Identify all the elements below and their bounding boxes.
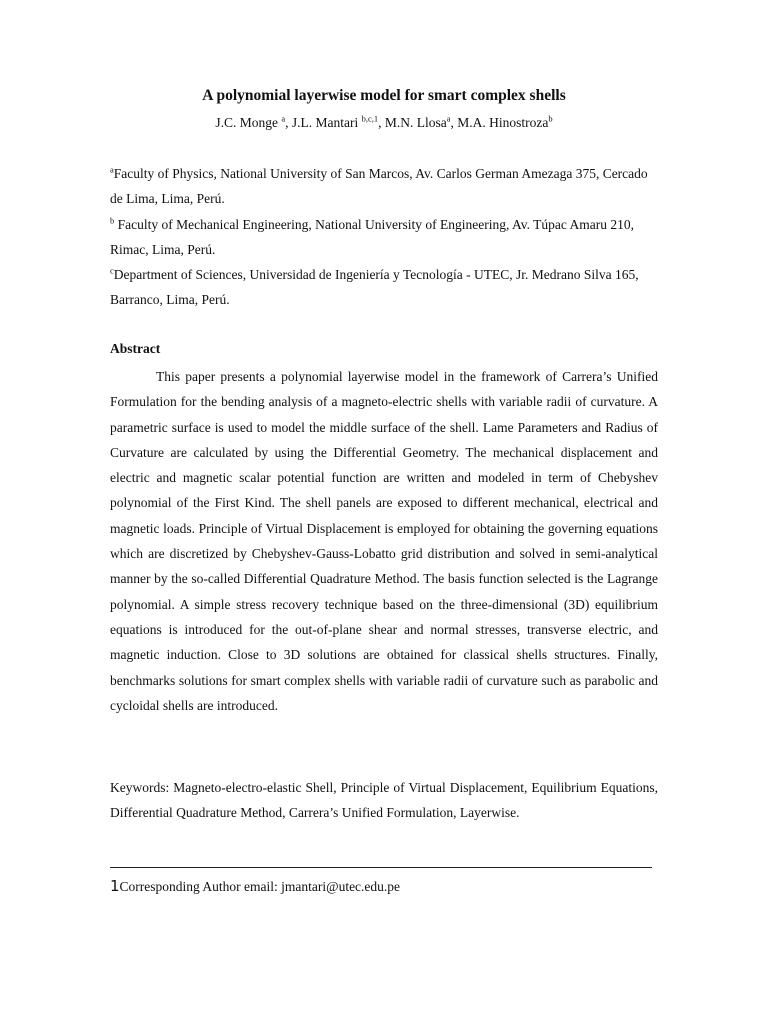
- affiliation-a: [110, 161, 658, 211]
- footnote: [110, 877, 400, 895]
- author-separator: ,: [285, 115, 292, 130]
- affiliation-text: Department of Sciences, Universidad de Ingeniería y Tecnología - UTEC, Jr. Medrano Silva 165, Barranco, Lima, Perú.: [110, 267, 639, 307]
- author-affiliation-mark: a: [446, 113, 451, 124]
- footnote-mark: 1: [110, 877, 120, 895]
- affiliation-mark: a: [110, 164, 114, 175]
- author-separator: ,: [378, 115, 385, 130]
- abstract-body: This paper presents a polynomial layerwise model in the framework of Carrera’s Unified Formulation for the bending analysis of a magneto-electric shells with variable radii of curvature. A parametric surface is used to model the middle surface of the shell. Lame Parameters and Radius of Curvature are calculated by using the Differential Geometry. The mechanical displacement and electric and magnetic scalar potential function are written and modeled in term of Chebyshev polynomial of the First Kind. The shell panels are exposed to different mechanical, electrical and magnetic loads. Principle of Virtual Displacement is employed for obtaining the governing equations which are discretized by Chebyshev-Gauss-Lobatto grid distribution and solved in semi-analytical manner by the so-called Differential Quadrature Method. The basis function selected is the Lagrange polynomial. A simple stress recovery technique based on the three-dimensional (3D) equilibrium equations is introduced for the out-of-plane shear and normal stresses, transverse electric, and magnetic induction. Close to 3D solutions are obtained for classical shells structures. Finally, benchmarks solutions for smart complex shells with variable radii of curvature such as parabolic and cycloidal shells are introduced.: [110, 369, 658, 713]
- affiliation-c: [110, 262, 658, 312]
- author-affiliation-mark: b: [548, 113, 553, 124]
- footnote-text: Corresponding Author email: jmantari@utec.edu.pe: [119, 879, 401, 894]
- author-affiliation-mark: a: [281, 113, 286, 124]
- author-name: J.C. Monge: [215, 115, 282, 130]
- keywords: Keywords: Magneto-electro-elastic Shell, Principle of Virtual Displacement, Equilibrium Equations, Differential Quadrature Method, Carrera’s Unified Formulation, Layerwise.: [110, 780, 658, 821]
- author-separator: ,: [450, 115, 458, 130]
- abstract-heading: Abstract: [110, 341, 161, 356]
- affiliation-text: Faculty of Mechanical Engineering, National University of Engineering, Av. Túpac Amaru 210, Rimac, Lima, Perú.: [110, 217, 634, 257]
- affiliation-text: Faculty of Physics, National University of San Marcos, Av. Carlos German Amezaga 375, Cercado de Lima, Lima, Perú.: [110, 166, 648, 206]
- footnote-divider: [110, 867, 652, 868]
- affiliation-mark: c: [110, 265, 114, 276]
- affiliation-mark: b: [110, 215, 115, 226]
- affiliation-b: [110, 212, 658, 262]
- author-name: J.L. Mantari: [291, 115, 362, 130]
- author-list: [0, 115, 768, 131]
- paper-title: A polynomial layerwise model for smart complex shells: [202, 87, 566, 104]
- author-name: M.A. Hinostroza: [457, 115, 549, 130]
- author-affiliation-mark: b,c,1: [361, 113, 379, 124]
- author-name: M.N. Llosa: [384, 115, 447, 130]
